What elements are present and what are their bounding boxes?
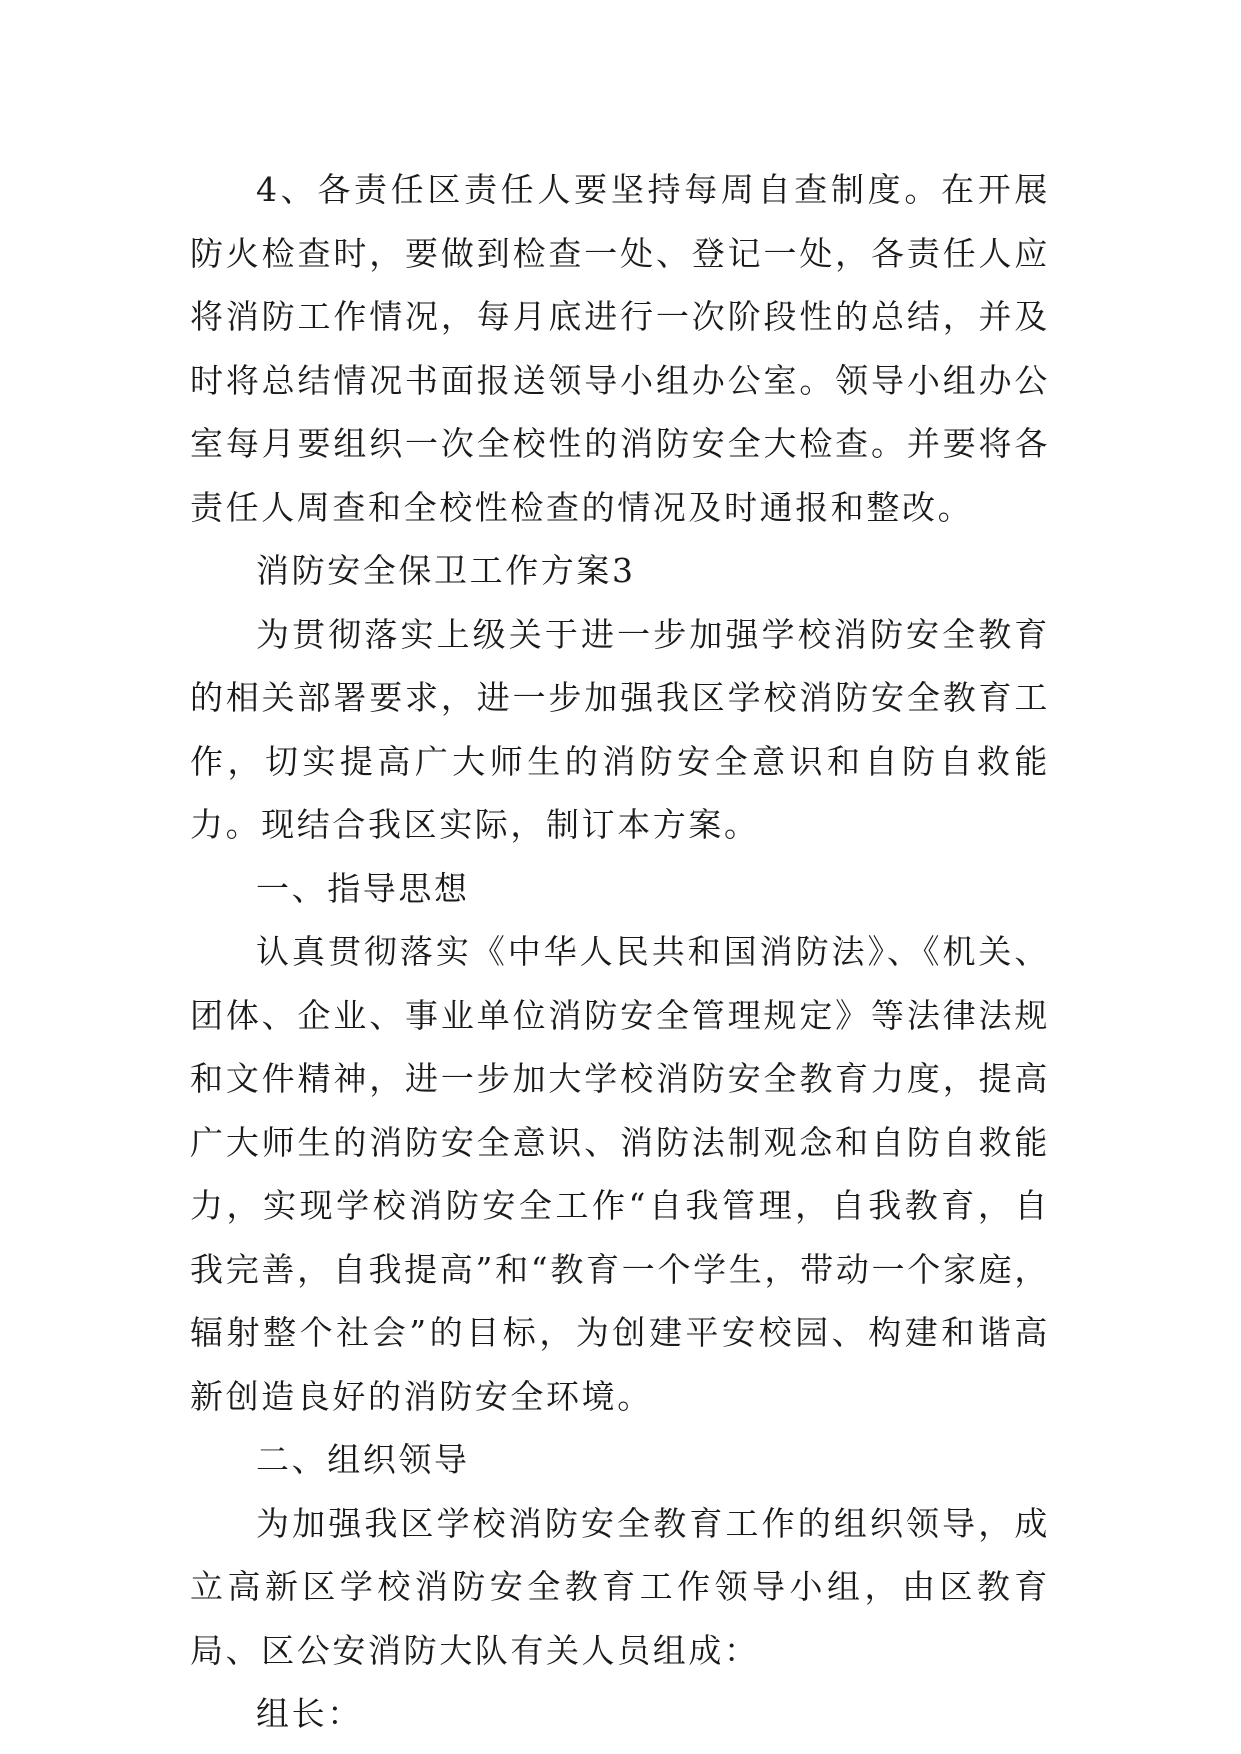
paragraph-guiding-ideology: 认真贯彻落实《中华人民共和国消防法》、《机关、团体、企业、事业单位消防安全管理规定》等法律法规和文件精神，进一步加大学校消防安全教育力度，提高广大师生的消防安全意识、消防法制观念和自防自救能力，实现学校消防安全工作“自我管理，自我教育，自我完善，自我提高”和“教育一个学生，带动一个家庭，辐射整个社会”的目标，为创建平安校园、构建和谐高新创造良好的消防安全环境。 [190,932,1050,1416]
paragraph-introduction: 为贯彻落实上级关于进一步加强学校消防安全教育的相关部署要求，进一步加强我区学校消防安全教育工作，切实提高广大师生的消防安全意识和自防自救能力。现结合我区实际，制订本方案。 [190,614,1050,844]
document-body [190,158,1050,1746]
heading-organization-leadership: 二、组织领导 [256,1440,470,1479]
section-title-plan-3: 消防安全保卫工作方案3 [256,551,636,590]
paragraph-organization-leadership: 为加强我区学校消防安全教育工作的组织领导，成立高新区学校消防安全教育工作领导小组，由区教育局、区公安消防大队有关人员组成： [190,1503,1050,1670]
heading-guiding-ideology: 一、指导思想 [256,868,470,908]
paragraph-self-inspection: 4、各责任区责任人要坚持每周自查制度。在开展防火检查时，要做到检查一处、登记一处，各责任人应将消防工作情况，每月底进行一次阶段性的总结，并及时将总结情况书面报送领导小组办公室。领导小组办公室每月要组织一次全校性的消防安全大检查。并要将各责任人周查和全校性检查的情况及时通报和整改。 [190,170,1050,527]
group-leader-label: 组长： [256,1694,363,1733]
